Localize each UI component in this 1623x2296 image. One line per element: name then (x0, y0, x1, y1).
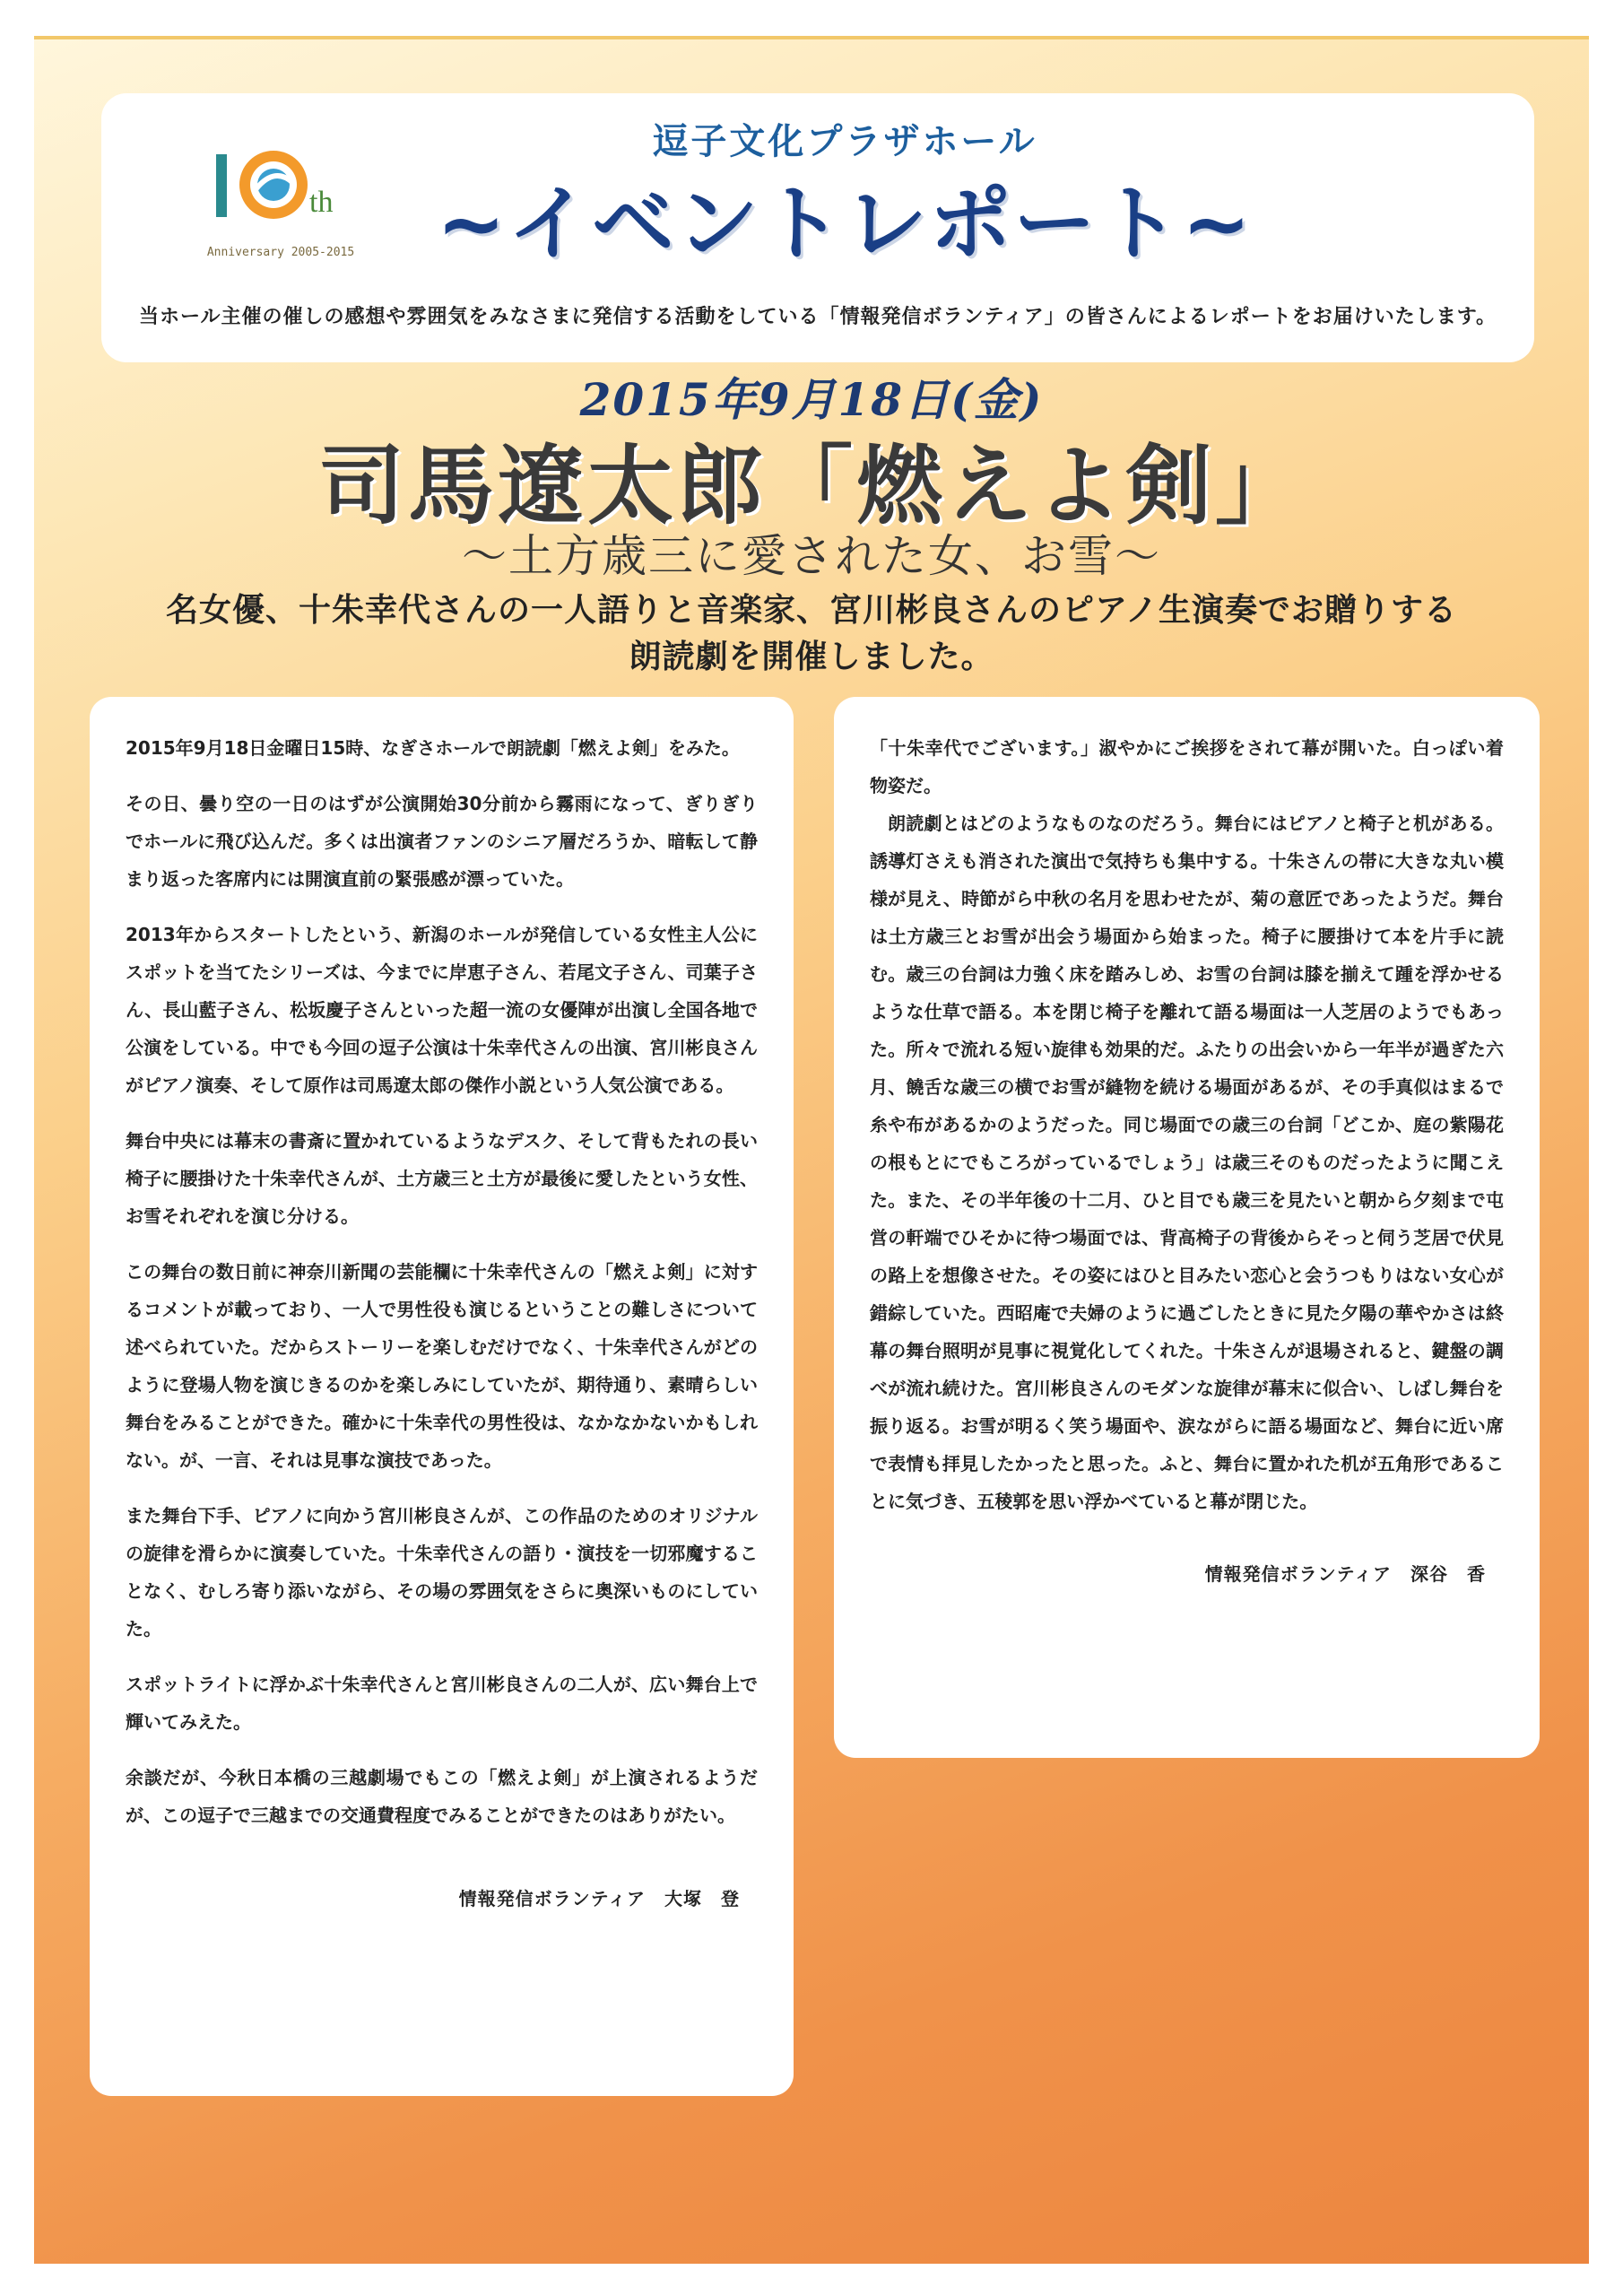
logo-caption: Anniversary 2005-2015 (206, 246, 355, 259)
event-lead (34, 587, 1589, 680)
page-background (34, 36, 1589, 2264)
left-author: 情報発信ボランティア 大塚 登 (458, 1888, 740, 1909)
lead-line-1: 名女優、十朱幸代さんの一人語りと音楽家、宮川彬良さんのピアノ生演奏でお贈りする (165, 591, 1458, 629)
left-paragraph-7: スポットライトに浮かぶ十朱幸代さんと宮川彬良さんの二人が、広い舞台上で輝いてみえた。 (126, 1674, 758, 1733)
right-author: 情報発信ボランティア 深谷 香 (1204, 1563, 1486, 1585)
event-title: 司馬遼太郎「燃えよ剣」 (318, 435, 1305, 536)
left-paragraph-4: 舞台中央には幕末の書斎に置かれているようなデスク、そして背もたれの長い椅子に腰掛けた十朱幸代さんが、土方歳三と土方が最後に愛したという女性、お雪それぞれを演じ分ける。 (126, 1130, 758, 1227)
lead-line-2: 朗読劇を開催しました。 (629, 638, 994, 675)
left-paragraph-1: 2015年9月18日金曜日15時、なぎさホールで朗読劇「燃えよ剣」をみた。 (126, 737, 740, 759)
right-paragraph-2: 朗読劇とはどのようなものなのだろう。舞台にはピアノと椅子と机がある。誘導灯さえも消された演出で気持ちも集中する。十朱さんの帯に大きな丸い模様が見え、時節がら中秋の名月を思わせたが、菊の意匠であったようだ。舞台は土方歳三とお雪が出会う場面から始まった。椅子に腰掛けて本を片手に読む。歳三の台詞は力強く床を踏みしめ、お雪の台詞は膝を揃えて踵を浮かせるような仕草で語る。本を閉じ椅子を離れて語る場面は一人芝居のようでもあった。所々で流れる短い旋律も効果的だ。ふたりの出会いから一年半が過ぎた六月、饒舌な歳三の横でお雪が縫物を続ける場面があるが、その手真似はまるで糸や布があるかのようだった。同じ場面での歳三の台詞「どこか、庭の紫陽花の根もとにでもころがっているでしょう」は歳三そのものだったように聞こえた。また、その半年後の十二月、ひと目でも歳三を見たいと朝から夕刻まで屯営の軒端でひそかに待つ場面では、背高椅子の背後からそっと伺う芝居で伏見の路上を想像させた。その姿にはひと目みたい恋心と会うつもりはない女心が錯綜していた。西昭庵で夫婦のように過ごしたときに見た夕陽の華やかさは終幕の舞台照明が見事に視覚化してくれた。十朱さんが退場されると、鍵盤の調べが流れ続けた。宮川彬良さんのモダンな旋律が幕末に似合い、しばし舞台を振り返る。お雪が明るく笑う場面や、涙ながらに語る場面など、舞台に近い席で表情も拝見したかったと思った。ふと、舞台に置かれた机が五角形であることに気づき、五稜郭を思い浮かべていると幕が閉じた。 (870, 813, 1504, 1512)
header-box (101, 93, 1534, 362)
intro-text: 当ホール主催の催しの感想や雰囲気をみなさまに発信する活動をしている「情報発信ボランティア」の皆さんによるレポートをお届けいたします。 (138, 306, 1497, 328)
event-date: 2015年9月18日(金) (579, 373, 1044, 426)
hall-name: 逗子文化プラザホール (652, 121, 1037, 162)
left-paragraph-6: また舞台下手、ピアノに向かう宮川彬良さんが、この作品のためのオリジナルの旋律を滑らかに演奏していた。十朱幸代さんの語り・演技を一切邪魔することなく、むしろ寄り添いながら、その場の雰囲気をさらに奥深いものにしていた。 (126, 1505, 758, 1639)
right-report-column (834, 697, 1540, 1758)
event-subtitle: ～土方歳三に愛された女、お雪～ (462, 530, 1161, 582)
left-paragraph-5: この舞台の数日前に神奈川新聞の芸能欄に十朱幸代さんの「燃えよ剣」に対するコメントが載っており、一人で男性役も演じるということの難しさについて述べられていた。だからストーリーを楽しむだけでなく、十朱幸代さんがどのように登場人物を演じきるのかを楽しみにしていたが、期待通り、素晴らしい舞台をみることができた。確かに十朱幸代の男性役は、なかなかないかもしれない。が、一言、それは見事な演技であった。 (126, 1261, 758, 1471)
left-report-column (90, 697, 794, 2096)
left-paragraph-3: 2013年からスタートしたという、新潟のホールが発信している女性主人公にスポットを当てたシリーズは、今までに岸恵子さん、若尾文子さん、司葉子さん、長山藍子さん、松坂慶子さんといった超一流の女優陣が出演し全国各地で公演をしている。中でも今回の逗子公演は十朱幸代さんの出演、宮川彬良さんがピアノ演奏、そして原作は司馬遼太郎の傑作小説という人気公演である。 (126, 924, 758, 1096)
left-paragraph-2: その日、曇り空の一日のはずが公演開始30分前から霧雨になって、ぎりぎりでホールに飛び込んだ。多くは出演者ファンのシニア層だろうか、暗転して静まり返った客席内には開演直前の緊張感が漂っていた。 (126, 793, 758, 890)
left-paragraph-8: 余談だが、今秋日本橋の三越劇場でもこの「燃えよ剣」が上演されるようだが、この逗子で三越までの交通費程度でみることができたのはありがたい。 (126, 1767, 758, 1826)
right-paragraph-1: 「十朱幸代でございます。」淑やかにご挨拶をされて幕が開いた。白っぽい着物姿だ。 (870, 737, 1504, 796)
svg-text:th: th (309, 186, 334, 219)
report-heading: ~イベントレポート~ (436, 176, 1254, 272)
